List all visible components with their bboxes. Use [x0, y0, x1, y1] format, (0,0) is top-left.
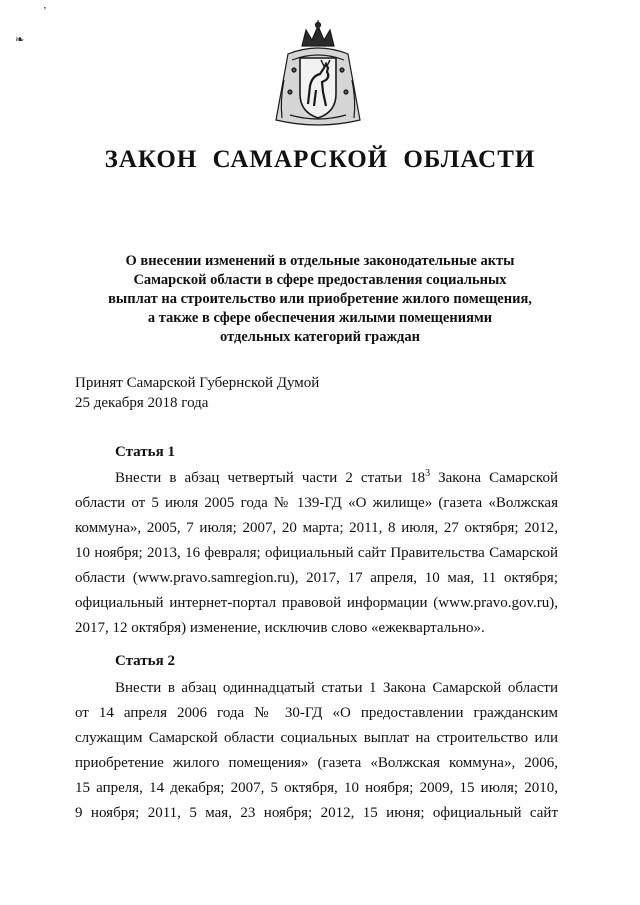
text-line: служащим Самарской области социальных выплат на строительство или: [75, 730, 558, 746]
scan-mark: ʼ: [43, 5, 47, 17]
text-line: коммуна», 2005, 7 июля; 2007, 20 марта; 2011, 8 июля, 27 октября; 2012,: [75, 520, 558, 536]
article-text: [75, 466, 558, 641]
article-text: [75, 676, 558, 826]
article-heading: Статья 2: [115, 653, 175, 669]
text-line: 10 ноября; 2013, 16 февраля; официальный сайт Правительства Самарской: [75, 545, 558, 561]
law-subtitle: [60, 252, 580, 347]
text-line: официальный интернет-портал правовой информации (www.pravo.gov.ru),: [75, 595, 558, 611]
superscript: 3: [425, 468, 431, 479]
coat-of-arms-icon: [270, 20, 366, 132]
adopted-date: 25 декабря 2018 года: [75, 395, 209, 411]
scan-mark: ❧: [15, 34, 25, 46]
subtitle-line: а также в сфере обеспечения жилыми помещениями: [147, 310, 493, 326]
article-heading: Статья 1: [115, 444, 175, 460]
adopted-by: Принят Самарской Губернской Думой: [75, 375, 320, 391]
text-line: 2017, 12 октября) изменение, исключив слово «ежеквартально».: [75, 620, 485, 636]
text-line: 15 апреля, 14 декабря; 2007, 5 октября, 10 ноября; 2009, 15 июля; 2010,: [75, 780, 558, 796]
text-line: Внести в абзац одиннадцатый статьи 1 Закона Самарской области: [115, 680, 558, 696]
subtitle-line: Самарской области в сфере предоставления социальных: [133, 272, 507, 288]
text-line: приобретение жилого помещения» (газета «Волжская коммуна», 2006,: [75, 755, 558, 771]
text-fragment: Внести в абзац четвертый части 2 статьи 18: [115, 470, 426, 486]
page-title: ЗАКОН САМАРСКОЙ ОБЛАСТИ: [104, 146, 536, 173]
text-line: области от 5 июля 2005 года № 139-ГД «О жилище» (газета «Волжская: [75, 495, 558, 511]
subtitle-line: отдельных категорий граждан: [220, 329, 420, 345]
text-line: [75, 466, 558, 491]
text-line: области (www.pravo.samregion.ru), 2017, 17 апреля, 10 мая, 11 октября;: [75, 570, 558, 586]
subtitle-line: выплат на строительство или приобретение жилого помещения,: [108, 291, 532, 307]
adoption-info: [75, 373, 319, 413]
subtitle-line: О внесении изменений в отдельные законодательные акты: [125, 253, 515, 269]
text-line: от 14 апреля 2006 года № 30-ГД «О предоставлении гражданским: [75, 705, 558, 721]
text-fragment: Закона Самарской: [430, 470, 558, 486]
text-line: 9 ноября; 2011, 5 мая, 23 ноября; 2012, 15 июня; официальный сайт: [75, 805, 558, 821]
